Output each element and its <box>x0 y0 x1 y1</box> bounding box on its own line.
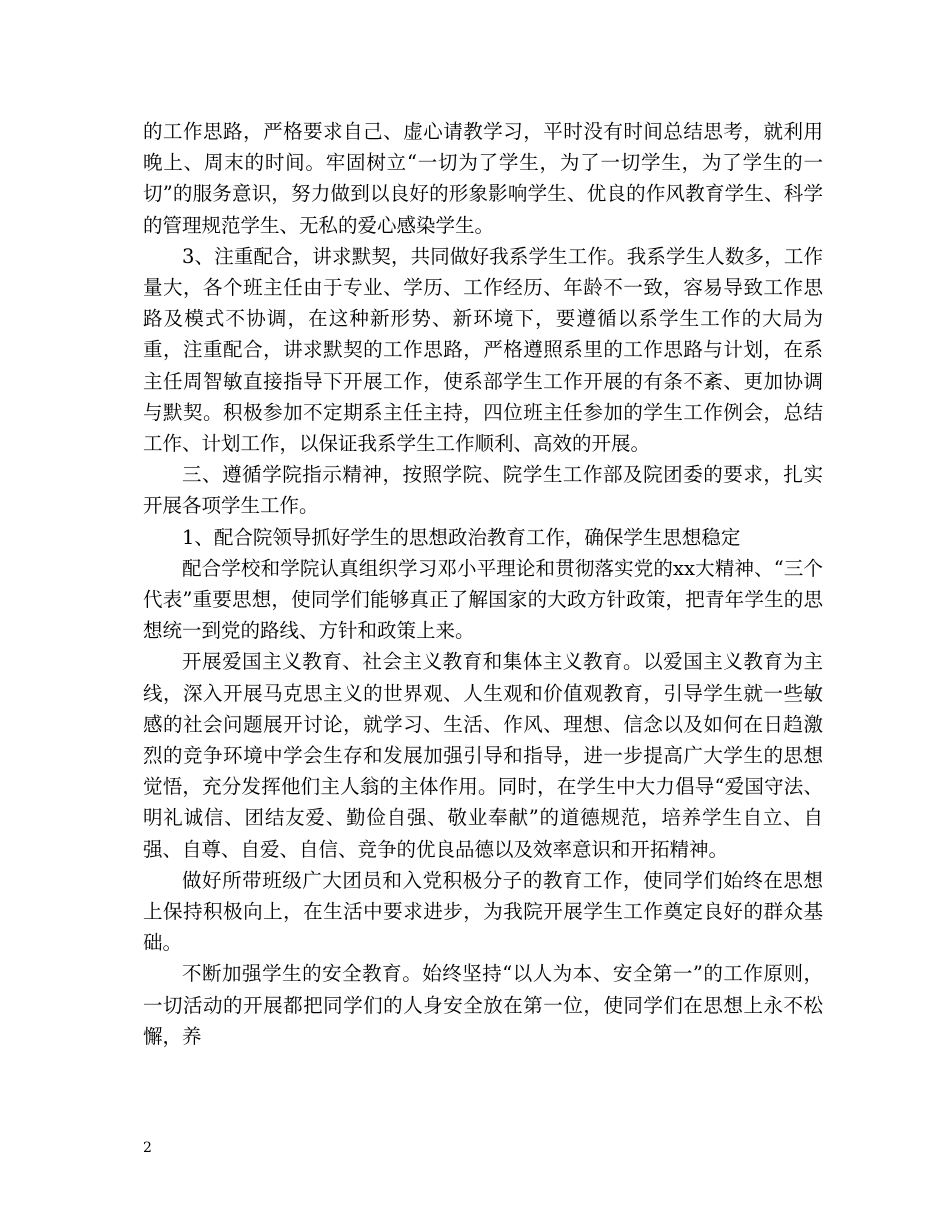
paragraph-7: 做好所带班级广大团员和入党积极分子的教育工作，使同学们始终在思想上保持积极向上，在生活中要求进步，为我院开展学生工作奠定良好的群众基础。 <box>143 868 823 955</box>
paragraph-6: 开展爱国主义教育、社会主义教育和集体主义教育。以爱国主义教育为主线，深入开展马克思主义的世界观、人生观和价值观教育，引导学生就一些敏感的社会问题展开讨论，就学习、生活、作风、理想、信念以及如何在日趋激烈的竞争环境中学会生存和发展加强引导和指导，进一步提高广大学生的思想觉悟，充分发挥他们主人翁的主体作用。同时，在学生中大力倡导“爱国守法、明礼诚信、团结友爱、勤俭自强、敬业奉献”的道德规范，培养学生自立、自强、自尊、自爱、自信、竞争的优良品德以及效率意识和开拓精神。 <box>143 650 823 861</box>
paragraph-5: 配合学校和学院认真组织学习邓小平理论和贯彻落实党的xx大精神、“三个代表”重要思想，使同学们能够真正了解国家的大政方针政策，把青年学生的思想统一到党的路线、方针和政策上来。 <box>143 556 823 643</box>
page-number: 2 <box>143 1140 152 1156</box>
paragraph-2: 3、注重配合，讲求默契，共同做好我系学生工作。我系学生人数多，工作量大，各个班主任由于专业、学历、工作经历、年龄不一致，容易导致工作思路及模式不协调，在这种新形势、新环境下，要遵循以系学生工作的大局为重，注重配合，讲求默契的工作思路，严格遵照系里的工作思路与计划，在系主任周智敏直接指导下开展工作，使系部学生工作开展的有条不紊、更加协调与默契。积极参加不定期系主任主持，四位班主任参加的学生工作例会，总结工作、计划工作，以保证我系学生工作顺利、高效的开展。 <box>143 244 823 456</box>
document-body <box>143 116 823 1052</box>
paragraph-1: 的工作思路，严格要求自己、虚心请教学习，平时没有时间总结思考，就利用晚上、周末的时间。牢固树立“一切为了学生，为了一切学生，为了学生的一切”的服务意识，努力做到以良好的形象影响学生、优良的作风教育学生、科学的管理规范学生、无私的爱心感染学生。 <box>143 120 823 237</box>
paragraph-3: 三、遵循学院指示精神，按照学院、院学生工作部及院团委的要求，扎实开展各项学生工作。 <box>143 463 823 518</box>
paragraph-8: 不断加强学生的安全教育。始终坚持“以人为本、安全第一”的工作原则，一切活动的开展都把同学们的人身安全放在第一位，使同学们在思想上永不松懈，养 <box>143 962 823 1048</box>
paragraph-4: 1、配合院领导抓好学生的思想政治教育工作，确保学生思想稳定 <box>182 525 741 549</box>
